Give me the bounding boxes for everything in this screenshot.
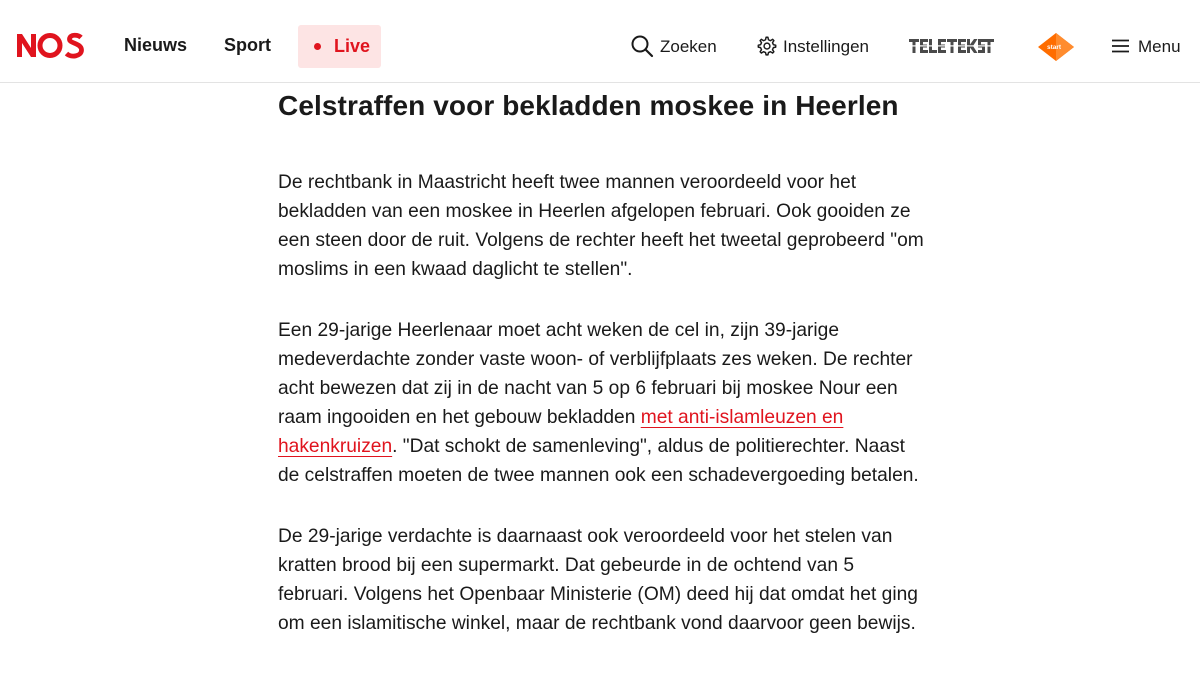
search-icon xyxy=(630,34,654,58)
nav-live-label: Live xyxy=(334,36,371,56)
paragraph-2-text-after: . "Dat schokt de samenleving", aldus de politierechter. Naast de celstraffen moeten de twee mannen ook een schadevergoeding betalen. xyxy=(278,436,919,486)
nav-sport[interactable]: Sport xyxy=(224,35,271,55)
paragraph-2-text-before: Een 29-jarige Heerlenaar moet acht weken de cel in, zijn 39-jarige medeverdachte zonder vaste woon- of verblijfplaats zes weken. De rechter acht bewezen dat zij in de nacht van 5 op 6 februari bij moskee Nour een raam ingooiden en het gebouw bekladden xyxy=(278,320,913,428)
search-label: Zoeken xyxy=(660,37,717,56)
gear-icon xyxy=(756,34,778,58)
live-indicator-dot xyxy=(314,43,321,50)
article-title: Celstraffen voor bekladden moskee in Heerlen xyxy=(278,90,899,121)
article-paragraph-3: De 29-jarige verdachte is daarnaast ook veroordeeld voor het stelen van kratten brood bij een supermarkt. Dat gebeurde in de ochtend van 5 februari. Volgens het Openbaar Ministerie (OM) deed hij dat omdat het ging om een islamitische winkel, maar de rechtbank vond daarvoor geen bewijs. xyxy=(278,526,918,634)
settings-button[interactable] xyxy=(756,34,871,58)
menu-button[interactable] xyxy=(1111,34,1183,58)
menu-label: Menu xyxy=(1138,37,1181,56)
article-paragraph-2 xyxy=(278,316,928,490)
search-button[interactable] xyxy=(630,34,720,58)
article xyxy=(278,88,928,638)
nav-live-button[interactable] xyxy=(298,25,381,68)
svg-text:start: start xyxy=(1046,44,1062,51)
npo-start-logo[interactable] xyxy=(1037,32,1075,62)
site-header xyxy=(0,0,1200,83)
inline-link-anti-islamleuzen[interactable]: met anti-islamleuzen en hakenkruizen xyxy=(278,407,844,457)
hamburger-menu-icon xyxy=(1111,34,1131,58)
settings-label: Instellingen xyxy=(783,37,870,56)
nav-nieuws[interactable]: Nieuws xyxy=(124,35,188,55)
article-paragraph-1: De rechtbank in Maastricht heeft twee mannen veroordeeld voor het bekladden van een moskee in Heerlen afgelopen februari. Ook gooiden ze een steen door de ruit. Volgens de rechter heeft het tweetal geprobeerd "om moslims in een kwaad daglicht te stellen". xyxy=(278,172,924,280)
nos-logo[interactable] xyxy=(15,31,85,61)
teletekst-logo[interactable] xyxy=(908,38,994,54)
